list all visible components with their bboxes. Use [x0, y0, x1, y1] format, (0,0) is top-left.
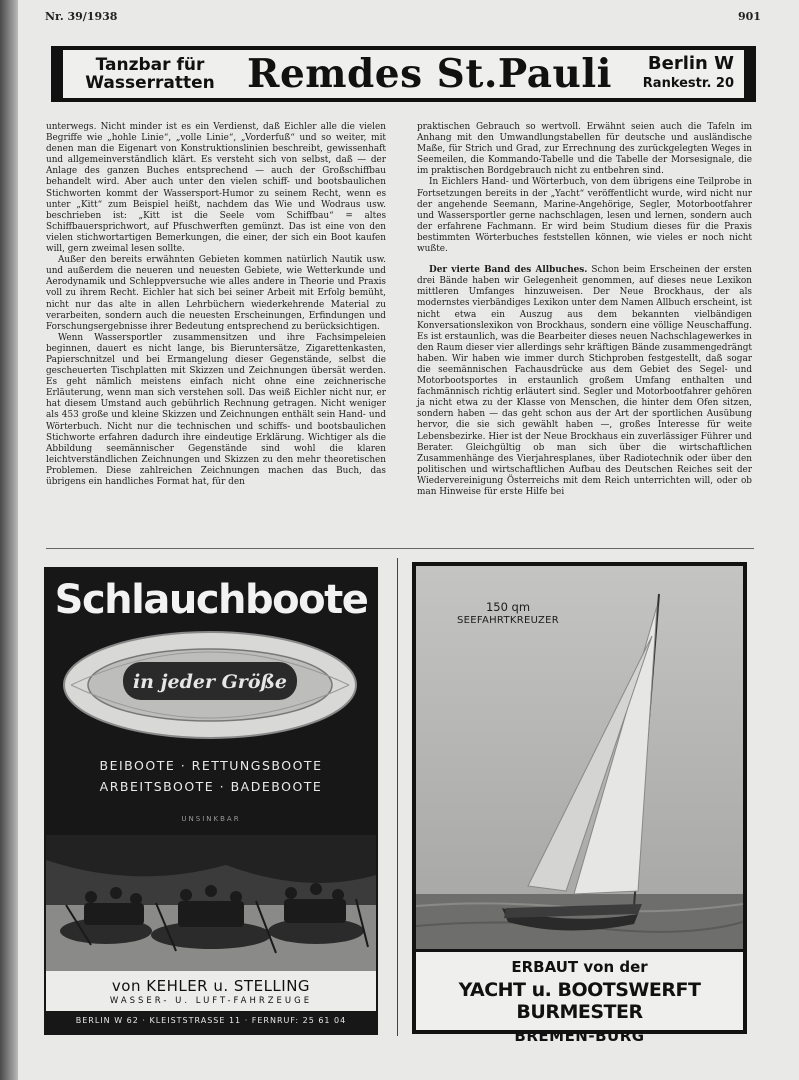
firm-name: von KEHLER u. STELLING	[111, 977, 311, 995]
remdes-banner-ad	[51, 46, 756, 102]
banner-street: Rankestr. 20	[642, 76, 734, 91]
yacht-size: 150 qm	[485, 600, 531, 614]
unsinkbar-label: UNSINKBAR	[181, 815, 241, 823]
shipyard-location: BREMEN-BURG	[514, 1027, 645, 1045]
banner-tagline	[75, 56, 225, 92]
firm-address: BERLIN W 62 · KLEISTSTRASSE 11 · FERNRUF: 25 61 04	[75, 1016, 347, 1025]
allbuch-heading: Der vierte Band des Allbuches.	[429, 265, 588, 276]
article-column-right	[417, 122, 752, 542]
raft-illustration	[61, 629, 359, 741]
banner-tagline-line1: Tanzbar für	[95, 55, 205, 75]
paragraph: Wenn Wassersportler zusammensitzen und ihre Fachsimpeleien beginnen, dauert es nicht lange, bis Bieruntersätze, Zigarettenkasten, Papierschnitzel und bei Ermangelung dieser Gegenstände, selbst die gescheuerten Tischplatten mit Skizzen und Zeichnungen übersät werden. Es geht nämlich meistens einfach nicht ohne eine zeichnerische Erläuterung, wenn man sich verstehen soll. Das weiß Eichler nicht nur, er hat diesem Umstand auch gebührlich Rechnung getragen. Nicht weniger als 453 große und kleine Skizzen und Zeichnungen enthält sein Hand- und Wörterbuch. Nicht nur die technischen und schiffs- und bootsbaulichen Stichworte erfahren dadurch ihre eindeutige Erklärung. Wichtiger als die Abbildung seemännischer Gegenstände sind wohl die klaren leichtverständlichen Zeichnungen und Skizzen zu den mehr theoretischen Problemen. Diese zahlreichen Zeichnungen machen das Buch, das übrigens ein handliches Format hat, für den	[46, 332, 386, 487]
paragraph: unterwegs. Nicht minder ist es ein Verdienst, daß Eichler alle die vielen Begriffe wie „hohle Linie“, „volle Linie“, „Vorderfuß“ und so weiter, mit denen man die Eigenart von Konstruktionslinien beschreibt, gewissenhaft und allgemeinverständlich klärt. Es versteht sich von selbst, daß — der Anlage des ganzen Buches entsprechend — auch der Großschiffbau behandelt wird. Aber auch unter den vielen schiff- und bootsbaulichen Stichworten kommt der Wassersport-Humor zu seinem Recht, wenn es unter „Kitt“ zum Beispiel heißt, nachdem das Wie und Wodraus usw. beschrieben ist: „Kitt ist die Seele vom Schiffbau“ = altes Schiffbauersprichwort, auf Pfuschwerften gemünzt. Das ist eine von den vielen stichwortartigen Bemerkungen, die einer, der sich ein Boot kaufen will, gern zweimal lesen sollte.	[46, 122, 386, 255]
allbuch-text: Schon beim Erscheinen der ersten drei Bände haben wir Gelegenheit genommen, auf dieses neue Lexikon mittleren Umfanges hinzuweisen. Der Neue Brockhaus, der als modernstes vierbändiges Lexikon unter dem Namen Allbuch erscheint, ist nicht etwa ein Auszug aus dem bekannten vielbändigen Konversationslexikon von Brockhaus, sondern eine völlige Neuschaffung. Es ist erstaunlich, was die Bearbeiter dieses neuen Nachschlagewerkes in den Raum dieser vier allerdings sehr kräftigen Bände zusammengedrängt haben. Wir haben wie immer durch Stichproben festgestellt, daß sogar die seemännischen Fachausdrücke aus dem Gebiet des Segel- und Motorbootsportes in erstaunlich großem Umfang enthalten und fachmännisch richtig erläutert sind. Segler und Motorbootfahrer gehören ja nicht etwa zu der Klasse von Menschen, die hinter dem Ofen sitzen, sondern haben — das geht schon aus der Art der sportlichen Ausübung hervor, die sie sich gewählt haben —, großes Interesse für weite Lebensbezirke. Hier ist der Neue Brockhaus ein zuverlässiger Führer und Berater. Gleichgültig ob man sich über die wirtschaftlichen Zusammenhänge des Vierjahresplanes, über Radiotechnik oder über den politischen und wirtschaftlichen Aufbau des Deutschen Reiches seit der Wiedervereinigung Österreichs mit dem Reich unterrichten will, oder ob man Hinweise für erste Hilfe bei	[417, 265, 752, 497]
firm-panel	[46, 971, 376, 1011]
shipyard-panel	[416, 952, 743, 1045]
paragraph: praktischen Gebrauch so wertvoll. Erwähnt seien auch die Tafeln im Anhang mit den Umwandlungstabellen für deutsche und ausländische Maße, für Strich und Grad, zur Errechnung des zurückgelegten Weges in Seemeilen, die Kommando-Tabelle und die Tabelle der Morsesignale, die im praktischen Bordgebrauch nicht zu entbehren sind.	[417, 122, 752, 177]
shipyard-name: YACHT u. BOOTSWERFT BURMESTER	[458, 979, 701, 1023]
banner-tagline-line2: Wasserratten	[85, 73, 215, 93]
ad-divider	[397, 558, 398, 1036]
schlauchboote-ad	[44, 567, 378, 1035]
issue-number: Nr. 39/1938	[45, 10, 118, 23]
paragraph: Außer den bereits erwähnten Gebieten kommen natürlich Nautik usw. und außerdem die neueren und neuesten Gebiete, wie Wetterkunde und Aerodynamik und Schleppversuche wie alles andere in Theorie und Praxis voll zu ihrem Recht. Eichler hat sich bei seiner Arbeit mit Erfolg bemüht, nicht nur das alte in allen Lehrbüchern wiederkehrende Material zu verarbeiten, sondern auch die neuesten Erscheinungen, Erfindungen und Forschungsergebnisse ihrer Bedeutung entsprechend zu berücksichtigen.	[46, 255, 386, 332]
banner-venue-name: Remdes St.Pauli	[247, 51, 612, 97]
raft-text: in jeder Größe	[132, 671, 288, 693]
article-column-left	[46, 122, 386, 542]
ad-line-1: BEIBOOTE · RETTUNGSBOOTE	[99, 758, 323, 773]
firm-subtitle: WASSER- U. LUFT-FAHRZEUGE	[109, 996, 313, 1006]
paragraph: In Eichlers Hand- und Wörterbuch, von dem übrigens eine Teilprobe in Fortsetzungen bereits in der „Yacht“ veröffentlicht wurde, wird nicht nur der angehende Seemann, Marine-Angehörige, Segler, Motorbootfahrer und Wassersportler gerne nachschlagen, lesen und lernen, sondern auch der erfahrene Fachmann. Er wird beim Studium dieses für die Praxis bestimmten Wörterbuches feststellen können, wie vieles er noch nicht wußte.	[417, 177, 752, 255]
section-divider	[46, 548, 754, 549]
allbuch-paragraph	[417, 265, 752, 498]
built-by-label: ERBAUT von der	[511, 958, 648, 976]
yacht-type: SEEFAHRTKREUZER	[456, 615, 560, 626]
page-number: 901	[738, 10, 761, 23]
banner-address	[634, 54, 734, 94]
ad-title: Schlauchboote	[54, 577, 368, 623]
soldiers-rowing-photo	[46, 835, 376, 971]
banner-city: Berlin W	[647, 53, 734, 74]
ad-line-2: ARBEITSBOOTE · BADEBOOTE	[99, 779, 323, 794]
burmester-ad	[412, 562, 747, 1045]
